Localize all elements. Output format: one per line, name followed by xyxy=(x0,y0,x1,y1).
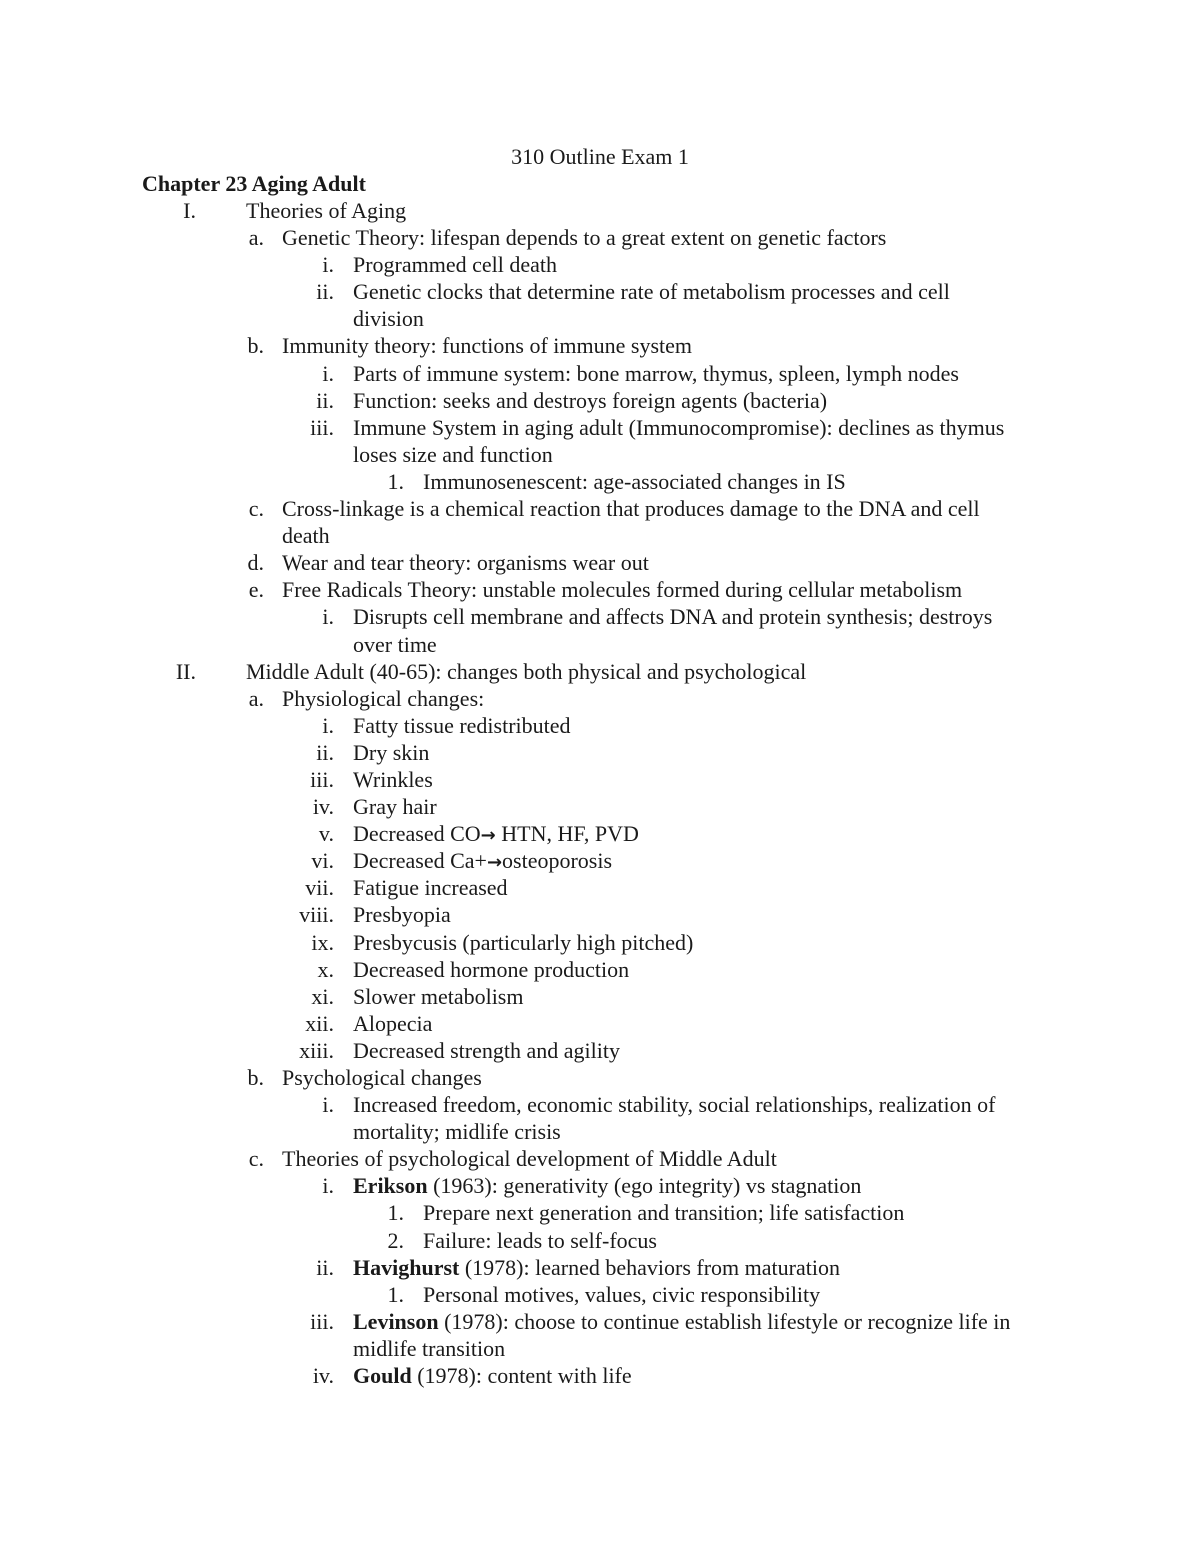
outline-item-text: mortality; midlife crisis xyxy=(353,1119,561,1145)
outline-item xyxy=(0,576,1200,603)
theorist-description: (1978): content with life xyxy=(411,1363,632,1389)
theorist-name: Gould xyxy=(353,1363,412,1389)
outline-item-text xyxy=(353,1308,1010,1335)
outline-item-number: a. xyxy=(248,685,264,711)
outline-item xyxy=(0,251,1200,278)
outline-item-text: Presbycusis (particularly high pitched) xyxy=(353,929,694,955)
outline-item-number: 1. xyxy=(387,1200,404,1226)
outline-item-text: loses size and function xyxy=(353,441,553,467)
outline-item-text: Immunity theory: functions of immune system xyxy=(282,333,693,359)
outline-item xyxy=(0,658,1200,685)
outline-item-number: ii. xyxy=(316,387,334,413)
outline-item-text xyxy=(353,847,612,876)
theorist-description: (1963): generativity (ego integrity) vs stagnation xyxy=(427,1173,862,1199)
outline-item-number: vi. xyxy=(311,848,334,874)
outline-item xyxy=(0,1254,1200,1281)
outline-item xyxy=(0,197,1200,224)
outline-item-number: 2. xyxy=(387,1227,404,1253)
outline-item-text: death xyxy=(282,523,330,549)
outline-item-text: Wear and tear theory: organisms wear out xyxy=(282,550,649,576)
outline-item-number: i. xyxy=(322,712,334,738)
outline-item-text: Programmed cell death xyxy=(353,252,558,278)
outline-item-number: viii. xyxy=(299,902,334,928)
outline-item-number: e. xyxy=(248,577,264,603)
outline-item xyxy=(0,278,1200,305)
outline-item-text: Function: seeks and destroys foreign agents (bacteria) xyxy=(353,387,828,413)
outline-item xyxy=(0,956,1200,983)
outline-item-text: Theories of Aging xyxy=(246,198,407,223)
outline-item-text: Physiological changes: xyxy=(282,685,485,711)
outline-item-number: iii. xyxy=(310,766,334,792)
outline-item-text: midlife transition xyxy=(353,1335,506,1361)
outline-item xyxy=(0,847,1200,874)
theorist-name: Havighurst xyxy=(353,1254,460,1280)
outline-item-number: i. xyxy=(322,1173,334,1199)
outline-item xyxy=(0,983,1200,1010)
chapter-heading: Chapter 23 Aging Adult xyxy=(142,171,366,196)
outline-item-text: Decreased strength and agility xyxy=(353,1037,620,1063)
right-arrow-icon: → xyxy=(486,852,503,874)
outline-item xyxy=(0,820,1200,847)
outline-list xyxy=(0,197,1200,1389)
outline-item xyxy=(0,793,1200,820)
outline-item xyxy=(0,1362,1200,1389)
outline-item xyxy=(0,468,1200,495)
outline-item-text xyxy=(353,820,639,849)
outline-item xyxy=(0,1199,1200,1226)
outline-item-text xyxy=(353,1254,840,1281)
outline-item-continuation xyxy=(0,522,1200,549)
outline-item-text: Disrupts cell membrane and affects DNA and protein synthesis; destroys xyxy=(353,604,993,630)
outline-item-number: xiii. xyxy=(299,1037,334,1063)
outline-item xyxy=(0,901,1200,928)
outline-item-number: xii. xyxy=(305,1010,334,1036)
outline-item-number: 1. xyxy=(387,1281,404,1307)
outline-item-text: Fatty tissue redistributed xyxy=(353,712,571,738)
outline-item-text: Theories of psychological development of Middle Adult xyxy=(282,1146,777,1172)
outline-item-continuation xyxy=(0,305,1200,332)
outline-item-text: Middle Adult (40-65): changes both physical and psychological xyxy=(246,658,807,684)
outline-item xyxy=(0,1227,1200,1254)
outline-item-text: Personal motives, values, civic responsibility xyxy=(423,1281,821,1307)
outline-item xyxy=(0,1281,1200,1308)
outline-item-text: Slower metabolism xyxy=(353,983,524,1009)
outline-item-number: i. xyxy=(322,360,334,386)
outline-item-text: Cross-linkage is a chemical reaction that produces damage to the DNA and cell xyxy=(282,496,980,522)
outline-item-number: ix. xyxy=(311,929,334,955)
outline-item xyxy=(0,1172,1200,1199)
outline-item xyxy=(0,874,1200,901)
outline-item xyxy=(0,360,1200,387)
outline-item-number: ii. xyxy=(316,279,334,305)
outline-item-text: Fatigue increased xyxy=(353,875,508,901)
outline-item-text: Decreased hormone production xyxy=(353,956,630,982)
outline-item-text: Immune System in aging adult (Immunocompromise): declines as thymus xyxy=(353,414,1005,440)
outline-item-number: i. xyxy=(322,252,334,278)
outline-item-text: Immunosenescent: age-associated changes in IS xyxy=(423,468,846,494)
outline-item-text: Psychological changes xyxy=(282,1065,482,1090)
outline-item-number: iv. xyxy=(312,794,334,820)
outline-item-text: over time xyxy=(353,631,437,657)
outline-item xyxy=(0,1145,1200,1172)
outline-item-continuation xyxy=(0,1335,1200,1362)
outline-item-continuation xyxy=(0,441,1200,468)
outline-item-text: Wrinkles xyxy=(353,766,433,792)
outline-item-text: division xyxy=(353,306,424,332)
outline-item-text: Genetic clocks that determine rate of metabolism processes and cell xyxy=(353,279,950,305)
outline-item-number: d. xyxy=(247,550,264,576)
outline-item-text xyxy=(353,1362,632,1389)
outline-item-text: Failure: leads to self-focus xyxy=(423,1227,657,1253)
outline-item-number: ii. xyxy=(316,1254,334,1280)
item-text-before-arrow: Decreased Ca+ xyxy=(353,848,487,874)
outline-item-number: v. xyxy=(318,821,334,847)
outline-item-number: b. xyxy=(247,333,264,359)
outline-item-number: i. xyxy=(322,1092,334,1118)
outline-item xyxy=(0,766,1200,793)
outline-item-text: Prepare next generation and transition; life satisfaction xyxy=(423,1200,905,1226)
outline-item-number: I. xyxy=(183,198,196,223)
outline-item-text: Parts of immune system: bone marrow, thymus, spleen, lymph nodes xyxy=(353,360,959,386)
outline-item-number: c. xyxy=(248,1146,264,1172)
outline-item xyxy=(0,1091,1200,1118)
outline-item-number: iii. xyxy=(310,414,334,440)
outline-item xyxy=(0,712,1200,739)
outline-item-continuation xyxy=(0,631,1200,658)
theorist-name: Levinson xyxy=(353,1308,439,1334)
outline-item-number: ii. xyxy=(316,739,334,765)
outline-item xyxy=(0,332,1200,359)
outline-item-text xyxy=(353,1172,861,1199)
outline-item xyxy=(0,1308,1200,1335)
outline-item xyxy=(0,224,1200,251)
outline-item-number: a. xyxy=(248,225,264,251)
outline-item-number: b. xyxy=(247,1065,264,1090)
outline-item xyxy=(0,549,1200,576)
outline-item-continuation xyxy=(0,1118,1200,1145)
outline-item xyxy=(0,1064,1200,1091)
outline-item-text: Increased freedom, economic stability, social relationships, realization of xyxy=(353,1092,996,1118)
outline-item xyxy=(0,603,1200,630)
outline-item xyxy=(0,739,1200,766)
outline-item-number: vii. xyxy=(305,875,334,901)
outline-item-text: Presbyopia xyxy=(353,902,451,928)
outline-item-number: i. xyxy=(322,604,334,630)
outline-item xyxy=(0,1037,1200,1064)
outline-item-number: iii. xyxy=(310,1308,334,1334)
outline-item xyxy=(0,685,1200,712)
outline-item-number: x. xyxy=(317,956,334,982)
outline-item xyxy=(0,414,1200,441)
theorist-name: Erikson xyxy=(353,1173,428,1199)
outline-item xyxy=(0,1010,1200,1037)
theorist-description: (1978): choose to continue establish lifestyle or recognize life in xyxy=(438,1308,1011,1334)
outline-item-text: Dry skin xyxy=(353,739,430,765)
outline-item-text: Alopecia xyxy=(353,1010,433,1036)
outline-item-number: iv. xyxy=(312,1363,334,1389)
outline-item-text: Gray hair xyxy=(353,794,437,820)
outline-item-number: 1. xyxy=(387,468,404,494)
outline-item-text: Free Radicals Theory: unstable molecules formed during cellular metabolism xyxy=(282,577,963,603)
right-arrow-icon: → xyxy=(480,825,496,847)
item-text-before-arrow: Decreased CO xyxy=(353,821,481,847)
outline-item-number: c. xyxy=(248,496,264,522)
item-text-after-arrow: HTN, HF, PVD xyxy=(495,821,639,847)
outline-item xyxy=(0,387,1200,414)
outline-item xyxy=(0,495,1200,522)
outline-item-number: II. xyxy=(175,658,196,684)
outline-item xyxy=(0,929,1200,956)
theorist-description: (1978): learned behaviors from maturation xyxy=(459,1254,840,1280)
document-title: 310 Outline Exam 1 xyxy=(511,144,689,169)
outline-item-number: xi. xyxy=(311,983,334,1009)
item-text-after-arrow: osteoporosis xyxy=(502,848,613,874)
outline-item-text: Genetic Theory: lifespan depends to a great extent on genetic factors xyxy=(282,225,887,251)
